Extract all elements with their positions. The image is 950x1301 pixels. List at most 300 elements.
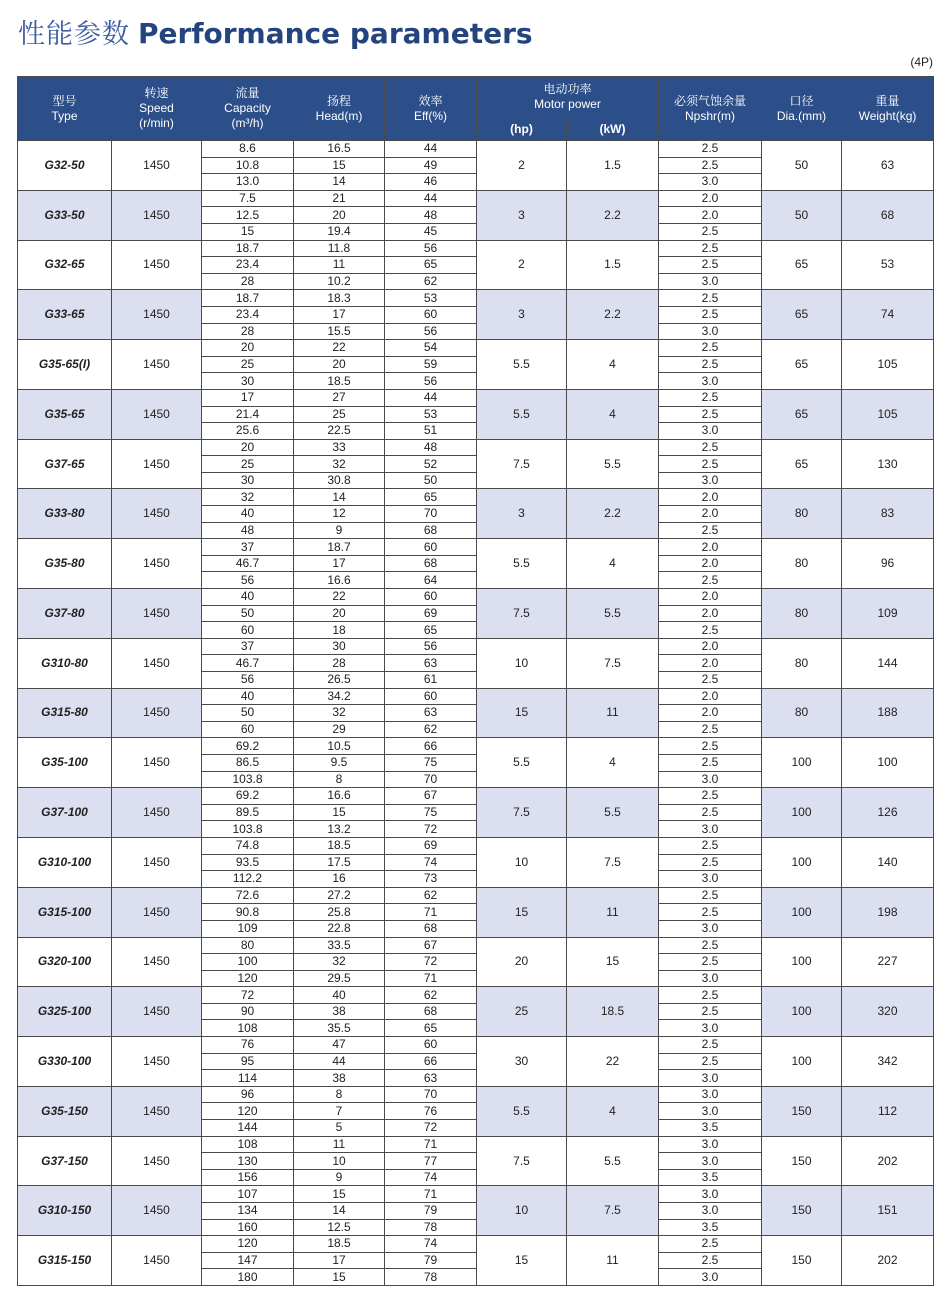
head-cell: 9 (294, 522, 385, 539)
table-row (18, 887, 934, 904)
eff-cell: 68 (385, 1003, 477, 1020)
npsh-cell: 2.5 (659, 837, 762, 854)
motor-kw-cell: 2.2 (567, 190, 659, 240)
pole-note: (4P) (910, 55, 933, 69)
eff-cell: 52 (385, 456, 477, 473)
header-npsh: 必须气蚀余量 Npshr(m) (659, 77, 762, 141)
head-cell: 18 (294, 622, 385, 639)
speed-cell: 1450 (112, 489, 202, 539)
capacity-cell: 40 (202, 506, 294, 523)
capacity-cell: 18.7 (202, 240, 294, 257)
npsh-cell: 2.5 (659, 721, 762, 738)
performance-table (17, 76, 934, 1286)
motor-hp-cell: 15 (477, 688, 567, 738)
capacity-cell: 114 (202, 1070, 294, 1087)
head-cell: 7 (294, 1103, 385, 1120)
weight-cell: 74 (842, 290, 934, 340)
eff-cell: 48 (385, 207, 477, 224)
capacity-cell: 20 (202, 340, 294, 357)
motor-kw-cell: 11 (567, 1236, 659, 1286)
model-type-cell: G35-150 (18, 1086, 112, 1136)
head-cell: 8 (294, 771, 385, 788)
npsh-cell: 2.5 (659, 1037, 762, 1054)
motor-kw-cell: 1.5 (567, 240, 659, 290)
npsh-cell: 3.0 (659, 273, 762, 290)
eff-cell: 48 (385, 439, 477, 456)
eff-cell: 44 (385, 389, 477, 406)
motor-kw-cell: 18.5 (567, 987, 659, 1037)
capacity-cell: 74.8 (202, 837, 294, 854)
capacity-cell: 7.5 (202, 190, 294, 207)
head-cell: 16 (294, 871, 385, 888)
capacity-cell: 120 (202, 970, 294, 987)
capacity-cell: 130 (202, 1153, 294, 1170)
head-cell: 20 (294, 207, 385, 224)
eff-cell: 62 (385, 273, 477, 290)
npsh-cell: 2.5 (659, 340, 762, 357)
table-row (18, 1186, 934, 1203)
eff-cell: 63 (385, 1070, 477, 1087)
capacity-cell: 80 (202, 937, 294, 954)
npsh-cell: 2.5 (659, 1053, 762, 1070)
speed-cell: 1450 (112, 1136, 202, 1186)
capacity-cell: 100 (202, 954, 294, 971)
capacity-cell: 21.4 (202, 406, 294, 423)
eff-cell: 54 (385, 340, 477, 357)
eff-cell: 45 (385, 223, 477, 240)
eff-cell: 50 (385, 472, 477, 489)
weight-cell: 320 (842, 987, 934, 1037)
motor-hp-cell: 15 (477, 1236, 567, 1286)
eff-cell: 72 (385, 1120, 477, 1137)
head-cell: 18.5 (294, 373, 385, 390)
capacity-cell: 10.8 (202, 157, 294, 174)
model-type-cell: G33-80 (18, 489, 112, 539)
header-hp: (hp) (477, 118, 567, 141)
motor-kw-cell: 1.5 (567, 141, 659, 191)
head-cell: 32 (294, 954, 385, 971)
dia-cell: 80 (762, 688, 842, 738)
capacity-cell: 40 (202, 688, 294, 705)
capacity-cell: 32 (202, 489, 294, 506)
model-type-cell: G315-150 (18, 1236, 112, 1286)
eff-cell: 62 (385, 987, 477, 1004)
model-type-cell: G37-150 (18, 1136, 112, 1186)
head-cell: 10.2 (294, 273, 385, 290)
head-cell: 33 (294, 439, 385, 456)
npsh-cell: 3.0 (659, 174, 762, 191)
capacity-cell: 147 (202, 1252, 294, 1269)
capacity-cell: 72 (202, 987, 294, 1004)
npsh-cell: 2.5 (659, 904, 762, 921)
head-cell: 21 (294, 190, 385, 207)
capacity-cell: 25 (202, 356, 294, 373)
eff-cell: 61 (385, 672, 477, 689)
weight-cell: 83 (842, 489, 934, 539)
motor-kw-cell: 22 (567, 1037, 659, 1087)
capacity-cell: 50 (202, 605, 294, 622)
eff-cell: 75 (385, 754, 477, 771)
npsh-cell: 3.0 (659, 1153, 762, 1170)
capacity-cell: 23.4 (202, 257, 294, 274)
eff-cell: 56 (385, 240, 477, 257)
eff-cell: 77 (385, 1153, 477, 1170)
motor-kw-cell: 2.2 (567, 489, 659, 539)
page-title-cn: 性能参数 (18, 19, 130, 50)
eff-cell: 75 (385, 804, 477, 821)
weight-cell: 68 (842, 190, 934, 240)
eff-cell: 53 (385, 406, 477, 423)
head-cell: 30 (294, 638, 385, 655)
head-cell: 9 (294, 1169, 385, 1186)
eff-cell: 79 (385, 1252, 477, 1269)
npsh-cell: 2.5 (659, 406, 762, 423)
head-cell: 14 (294, 1203, 385, 1220)
npsh-cell: 3.0 (659, 771, 762, 788)
capacity-cell: 109 (202, 920, 294, 937)
npsh-cell: 3.5 (659, 1219, 762, 1236)
motor-hp-cell: 15 (477, 887, 567, 937)
motor-hp-cell: 20 (477, 937, 567, 987)
capacity-cell: 37 (202, 539, 294, 556)
motor-hp-cell: 10 (477, 1186, 567, 1236)
npsh-cell: 3.0 (659, 821, 762, 838)
head-cell: 19.4 (294, 223, 385, 240)
speed-cell: 1450 (112, 141, 202, 191)
capacity-cell: 90 (202, 1003, 294, 1020)
weight-cell: 126 (842, 788, 934, 838)
npsh-cell: 3.0 (659, 373, 762, 390)
head-cell: 27.2 (294, 887, 385, 904)
weight-cell: 112 (842, 1086, 934, 1136)
capacity-cell: 90.8 (202, 904, 294, 921)
model-type-cell: G310-100 (18, 837, 112, 887)
dia-cell: 80 (762, 489, 842, 539)
table-row (18, 489, 934, 506)
motor-hp-cell: 7.5 (477, 589, 567, 639)
npsh-cell: 2.0 (659, 655, 762, 672)
capacity-cell: 48 (202, 522, 294, 539)
head-cell: 13.2 (294, 821, 385, 838)
motor-hp-cell: 5.5 (477, 738, 567, 788)
npsh-cell: 2.5 (659, 987, 762, 1004)
dia-cell: 150 (762, 1086, 842, 1136)
motor-kw-cell: 5.5 (567, 788, 659, 838)
head-cell: 30.8 (294, 472, 385, 489)
npsh-cell: 2.5 (659, 954, 762, 971)
model-type-cell: G33-50 (18, 190, 112, 240)
head-cell: 16.6 (294, 572, 385, 589)
eff-cell: 67 (385, 788, 477, 805)
head-cell: 22 (294, 340, 385, 357)
speed-cell: 1450 (112, 240, 202, 290)
head-cell: 10.5 (294, 738, 385, 755)
npsh-cell: 3.0 (659, 1186, 762, 1203)
eff-cell: 70 (385, 506, 477, 523)
head-cell: 17.5 (294, 854, 385, 871)
npsh-cell: 3.0 (659, 1086, 762, 1103)
motor-hp-cell: 3 (477, 489, 567, 539)
eff-cell: 76 (385, 1103, 477, 1120)
head-cell: 34.2 (294, 688, 385, 705)
capacity-cell: 86.5 (202, 754, 294, 771)
head-cell: 17 (294, 555, 385, 572)
table-row (18, 240, 934, 257)
npsh-cell: 2.0 (659, 555, 762, 572)
npsh-cell: 3.0 (659, 1070, 762, 1087)
motor-kw-cell: 15 (567, 937, 659, 987)
eff-cell: 78 (385, 1219, 477, 1236)
head-cell: 29 (294, 721, 385, 738)
capacity-cell: 20 (202, 439, 294, 456)
capacity-cell: 12.5 (202, 207, 294, 224)
eff-cell: 71 (385, 1136, 477, 1153)
head-cell: 9.5 (294, 754, 385, 771)
motor-kw-cell: 7.5 (567, 837, 659, 887)
speed-cell: 1450 (112, 190, 202, 240)
weight-cell: 151 (842, 1186, 934, 1236)
table-row (18, 1136, 934, 1153)
table-row (18, 1037, 934, 1054)
dia-cell: 65 (762, 439, 842, 489)
eff-cell: 74 (385, 1169, 477, 1186)
head-cell: 20 (294, 605, 385, 622)
motor-hp-cell: 5.5 (477, 340, 567, 390)
eff-cell: 68 (385, 555, 477, 572)
capacity-cell: 103.8 (202, 771, 294, 788)
head-cell: 32 (294, 456, 385, 473)
weight-cell: 198 (842, 887, 934, 937)
model-type-cell: G35-65 (18, 389, 112, 439)
header-speed: 转速 Speed (r/min) (112, 77, 202, 141)
weight-cell: 96 (842, 539, 934, 589)
motor-hp-cell: 5.5 (477, 389, 567, 439)
capacity-cell: 37 (202, 638, 294, 655)
capacity-cell: 103.8 (202, 821, 294, 838)
page-title (18, 14, 533, 54)
motor-hp-cell: 7.5 (477, 439, 567, 489)
speed-cell: 1450 (112, 937, 202, 987)
eff-cell: 74 (385, 854, 477, 871)
capacity-cell: 120 (202, 1236, 294, 1253)
capacity-cell: 17 (202, 389, 294, 406)
eff-cell: 60 (385, 306, 477, 323)
head-cell: 32 (294, 705, 385, 722)
table-row (18, 340, 934, 357)
header-dia: 口径 Dia.(mm) (762, 77, 842, 141)
head-cell: 11 (294, 257, 385, 274)
speed-cell: 1450 (112, 887, 202, 937)
head-cell: 5 (294, 1120, 385, 1137)
capacity-cell: 72.6 (202, 887, 294, 904)
npsh-cell: 2.5 (659, 738, 762, 755)
model-type-cell: G310-150 (18, 1186, 112, 1236)
header-capacity: 流量 Capacity (m³/h) (202, 77, 294, 141)
eff-cell: 51 (385, 423, 477, 440)
motor-hp-cell: 2 (477, 240, 567, 290)
table-row (18, 1086, 934, 1103)
eff-cell: 69 (385, 837, 477, 854)
motor-kw-cell: 5.5 (567, 1136, 659, 1186)
eff-cell: 44 (385, 190, 477, 207)
weight-cell: 100 (842, 738, 934, 788)
weight-cell: 202 (842, 1236, 934, 1286)
dia-cell: 65 (762, 340, 842, 390)
dia-cell: 80 (762, 539, 842, 589)
eff-cell: 66 (385, 1053, 477, 1070)
eff-cell: 70 (385, 1086, 477, 1103)
npsh-cell: 2.5 (659, 157, 762, 174)
head-cell: 40 (294, 987, 385, 1004)
npsh-cell: 3.0 (659, 1269, 762, 1286)
capacity-cell: 60 (202, 622, 294, 639)
head-cell: 35.5 (294, 1020, 385, 1037)
head-cell: 33.5 (294, 937, 385, 954)
eff-cell: 65 (385, 489, 477, 506)
npsh-cell: 2.0 (659, 207, 762, 224)
dia-cell: 100 (762, 887, 842, 937)
head-cell: 29.5 (294, 970, 385, 987)
head-cell: 18.5 (294, 837, 385, 854)
weight-cell: 105 (842, 389, 934, 439)
npsh-cell: 3.0 (659, 472, 762, 489)
head-cell: 25 (294, 406, 385, 423)
header-eff: 效率 Eff(%) (385, 77, 477, 141)
capacity-cell: 120 (202, 1103, 294, 1120)
head-cell: 17 (294, 1252, 385, 1269)
npsh-cell: 2.5 (659, 141, 762, 158)
eff-cell: 63 (385, 705, 477, 722)
table-row (18, 788, 934, 805)
head-cell: 22.5 (294, 423, 385, 440)
npsh-cell: 2.5 (659, 456, 762, 473)
dia-cell: 65 (762, 290, 842, 340)
capacity-cell: 134 (202, 1203, 294, 1220)
weight-cell: 188 (842, 688, 934, 738)
capacity-cell: 156 (202, 1169, 294, 1186)
capacity-cell: 69.2 (202, 788, 294, 805)
eff-cell: 59 (385, 356, 477, 373)
dia-cell: 100 (762, 837, 842, 887)
weight-cell: 227 (842, 937, 934, 987)
npsh-cell: 2.5 (659, 622, 762, 639)
capacity-cell: 28 (202, 273, 294, 290)
speed-cell: 1450 (112, 688, 202, 738)
eff-cell: 56 (385, 323, 477, 340)
dia-cell: 50 (762, 190, 842, 240)
table-row (18, 539, 934, 556)
head-cell: 15 (294, 157, 385, 174)
table-row (18, 987, 934, 1004)
npsh-cell: 2.0 (659, 506, 762, 523)
eff-cell: 67 (385, 937, 477, 954)
speed-cell: 1450 (112, 788, 202, 838)
head-cell: 20 (294, 356, 385, 373)
model-type-cell: G32-50 (18, 141, 112, 191)
eff-cell: 56 (385, 373, 477, 390)
model-type-cell: G37-100 (18, 788, 112, 838)
npsh-cell: 2.0 (659, 688, 762, 705)
header-motor-power: 电动功率 Motor power (477, 77, 659, 118)
npsh-cell: 3.0 (659, 323, 762, 340)
head-cell: 44 (294, 1053, 385, 1070)
table-body (18, 141, 934, 1286)
dia-cell: 150 (762, 1186, 842, 1236)
weight-cell: 105 (842, 340, 934, 390)
eff-cell: 66 (385, 738, 477, 755)
head-cell: 22.8 (294, 920, 385, 937)
eff-cell: 49 (385, 157, 477, 174)
dia-cell: 80 (762, 638, 842, 688)
model-type-cell: G35-100 (18, 738, 112, 788)
weight-cell: 109 (842, 589, 934, 639)
eff-cell: 46 (385, 174, 477, 191)
dia-cell: 150 (762, 1236, 842, 1286)
capacity-cell: 18.7 (202, 290, 294, 307)
model-type-cell: G35-65(I) (18, 340, 112, 390)
eff-cell: 62 (385, 887, 477, 904)
capacity-cell: 60 (202, 721, 294, 738)
speed-cell: 1450 (112, 1086, 202, 1136)
model-type-cell: G310-80 (18, 638, 112, 688)
npsh-cell: 2.0 (659, 190, 762, 207)
head-cell: 8 (294, 1086, 385, 1103)
table-row (18, 937, 934, 954)
eff-cell: 78 (385, 1269, 477, 1286)
page-title-en: Performance parameters (138, 17, 533, 50)
speed-cell: 1450 (112, 638, 202, 688)
npsh-cell: 2.5 (659, 522, 762, 539)
head-cell: 16.6 (294, 788, 385, 805)
dia-cell: 100 (762, 738, 842, 788)
table-row (18, 190, 934, 207)
eff-cell: 72 (385, 954, 477, 971)
eff-cell: 62 (385, 721, 477, 738)
capacity-cell: 56 (202, 572, 294, 589)
speed-cell: 1450 (112, 439, 202, 489)
capacity-cell: 23.4 (202, 306, 294, 323)
table-row (18, 141, 934, 158)
npsh-cell: 2.0 (659, 605, 762, 622)
table-row (18, 589, 934, 606)
head-cell: 11 (294, 1136, 385, 1153)
eff-cell: 56 (385, 638, 477, 655)
motor-kw-cell: 7.5 (567, 1186, 659, 1236)
npsh-cell: 3.0 (659, 920, 762, 937)
npsh-cell: 2.5 (659, 672, 762, 689)
model-type-cell: G315-100 (18, 887, 112, 937)
eff-cell: 74 (385, 1236, 477, 1253)
head-cell: 27 (294, 389, 385, 406)
npsh-cell: 3.0 (659, 1103, 762, 1120)
eff-cell: 79 (385, 1203, 477, 1220)
npsh-cell: 3.0 (659, 1020, 762, 1037)
capacity-cell: 160 (202, 1219, 294, 1236)
npsh-cell: 2.5 (659, 223, 762, 240)
model-type-cell: G325-100 (18, 987, 112, 1037)
speed-cell: 1450 (112, 1186, 202, 1236)
table-row (18, 638, 934, 655)
model-type-cell: G37-80 (18, 589, 112, 639)
motor-hp-cell: 5.5 (477, 1086, 567, 1136)
table-row (18, 837, 934, 854)
header-weight: 重量 Weight(kg) (842, 77, 934, 141)
header-kw: (kW) (567, 118, 659, 141)
npsh-cell: 3.0 (659, 871, 762, 888)
eff-cell: 44 (385, 141, 477, 158)
eff-cell: 53 (385, 290, 477, 307)
capacity-cell: 28 (202, 323, 294, 340)
